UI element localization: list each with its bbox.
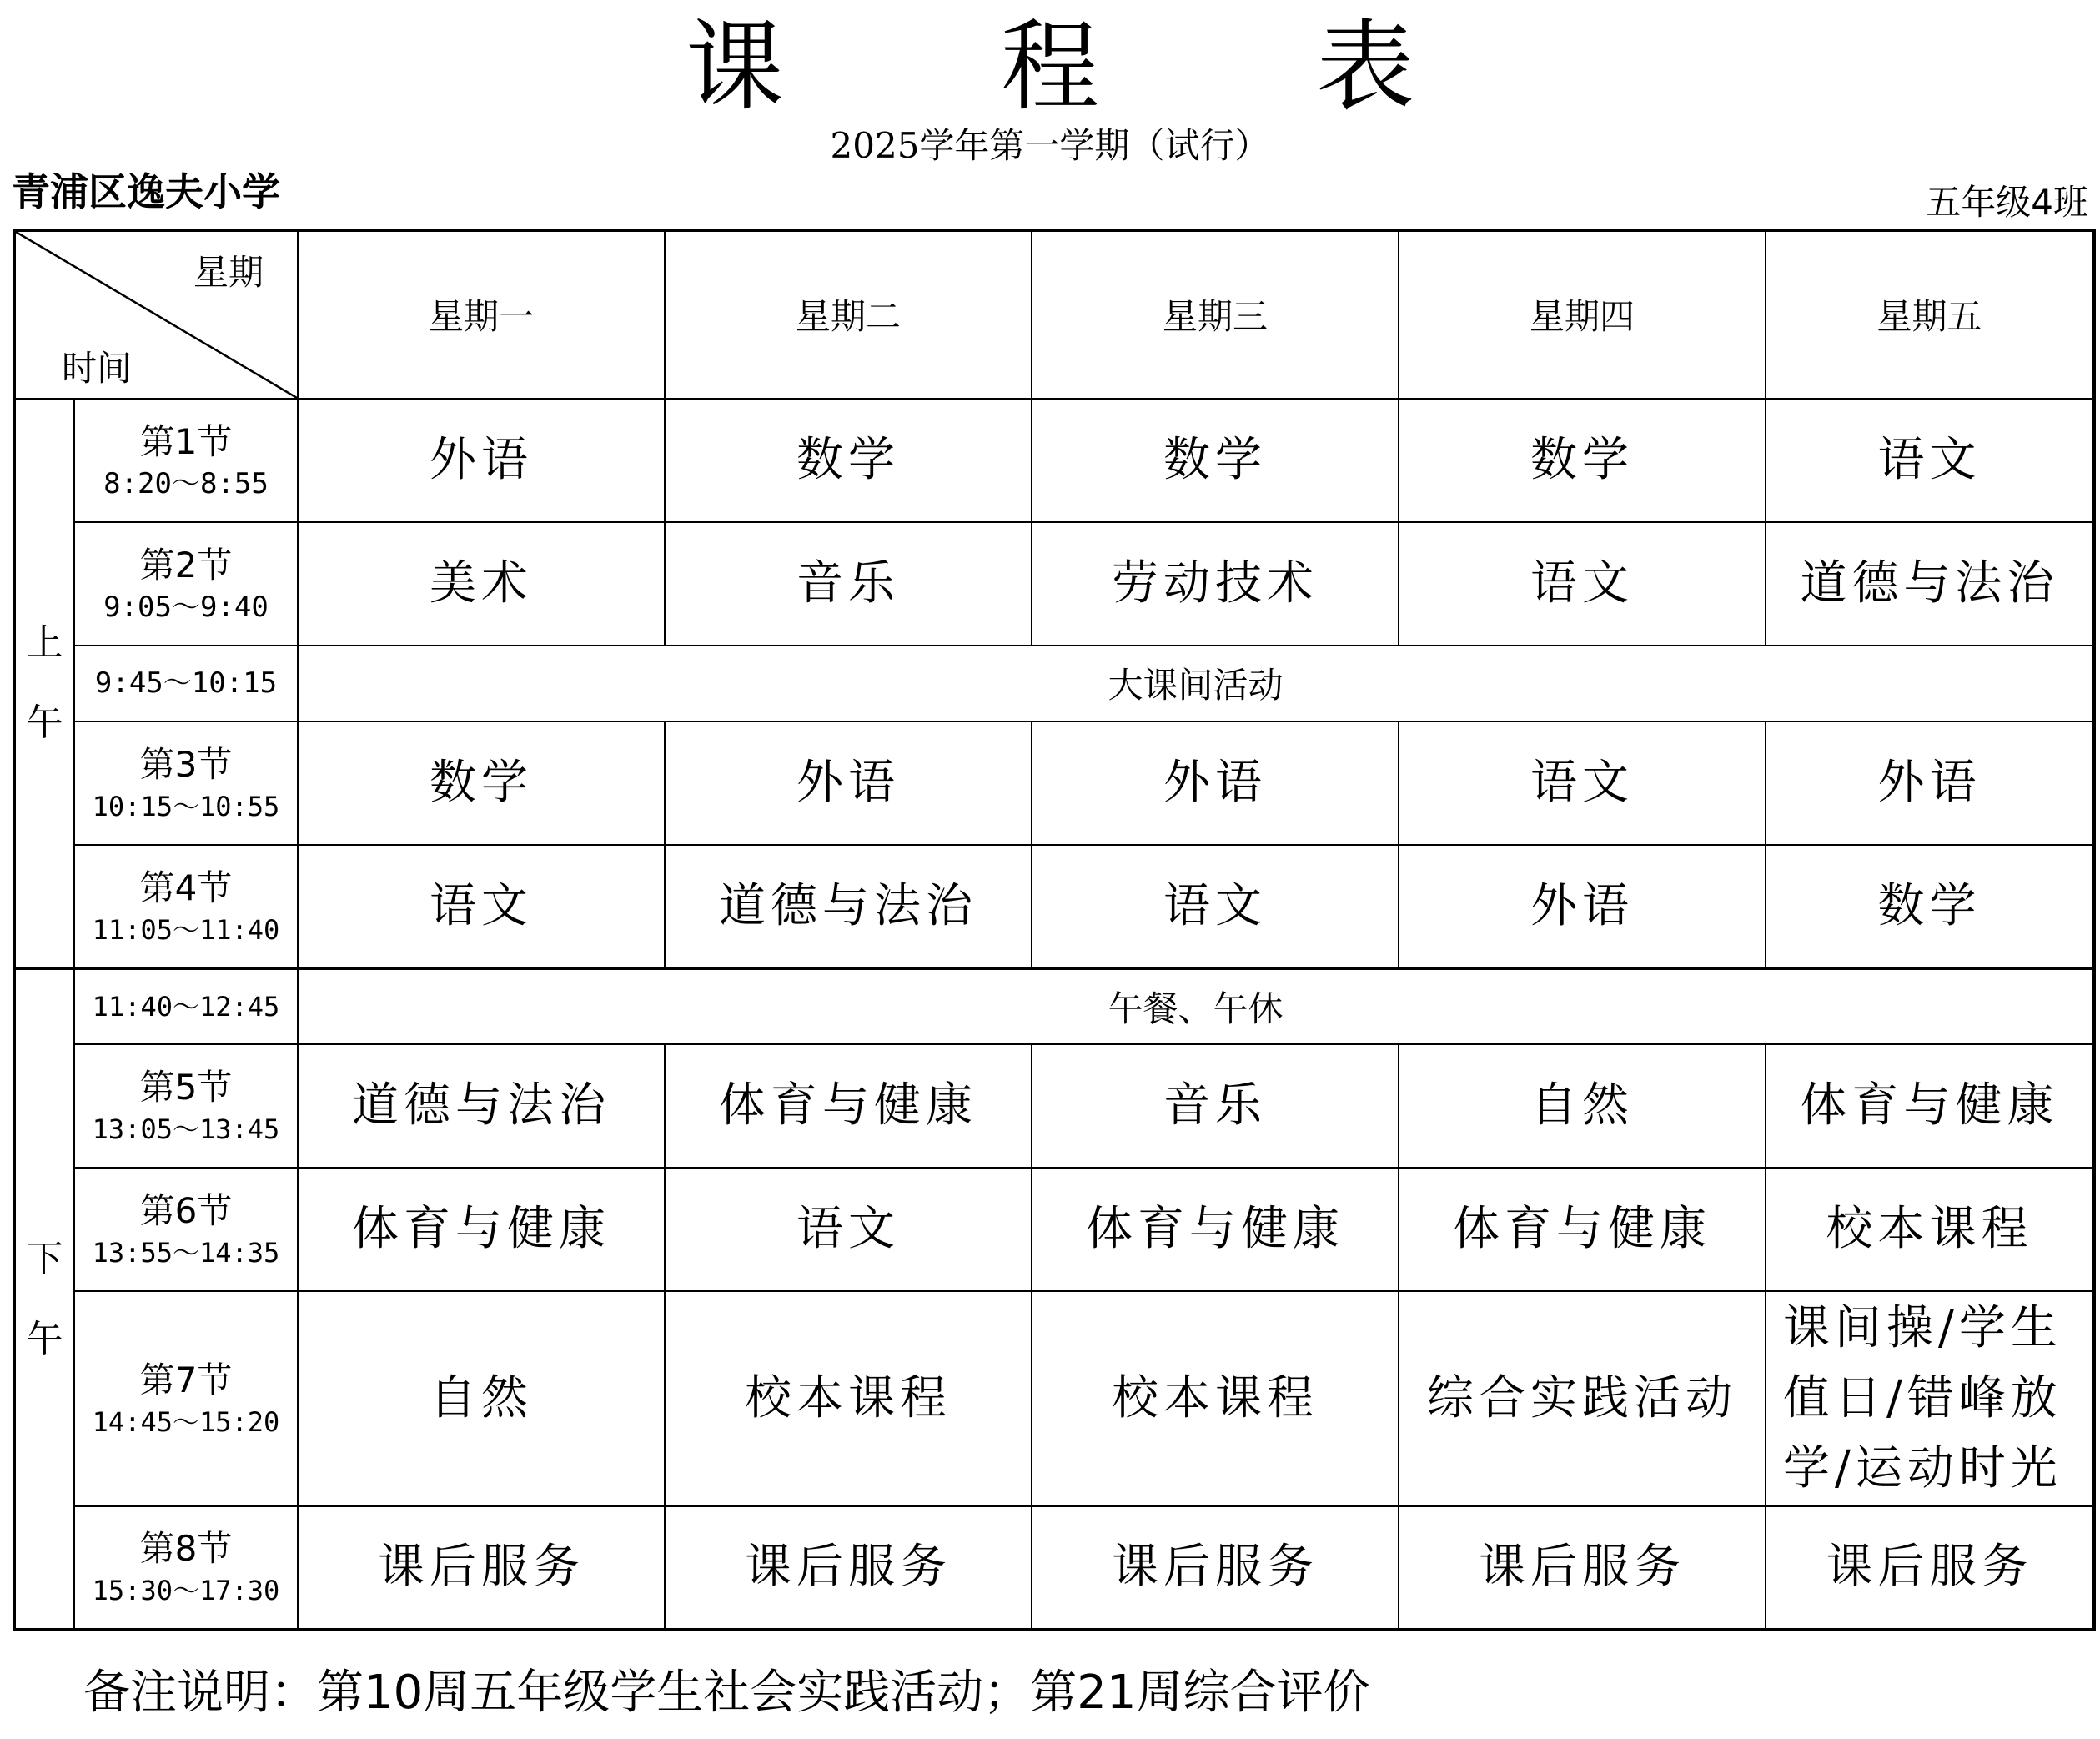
time-cell <box>74 968 298 1044</box>
subject-thu: 数学 <box>1399 399 1766 522</box>
period-time: 13:55～14:35 <box>92 1237 280 1269</box>
subject-thu: 自然 <box>1399 1044 1766 1168</box>
break-row <box>14 968 2094 1044</box>
subject-tue: 课后服务 <box>665 1506 1032 1630</box>
subject-mon: 体育与健康 <box>298 1168 665 1291</box>
period-time: 8:20～8:55 <box>103 466 269 500</box>
subject-fri: 体育与健康 <box>1766 1044 2094 1168</box>
subject-wed: 劳动技术 <box>1032 522 1399 646</box>
period-name: 第6节 <box>139 1190 233 1232</box>
period-name: 第8节 <box>139 1528 233 1570</box>
header-row <box>14 230 2094 399</box>
period-name: 第3节 <box>139 744 233 786</box>
period-row <box>14 1168 2094 1291</box>
period-name: 第7节 <box>139 1360 233 1401</box>
day-header-thu: 星期四 <box>1399 230 1766 399</box>
subject-fri: 外语 <box>1766 721 2094 845</box>
subject-thu: 体育与健康 <box>1399 1168 1766 1291</box>
afternoon-label <box>14 968 74 1630</box>
corner-cell <box>14 230 298 399</box>
subject-wed: 体育与健康 <box>1032 1168 1399 1291</box>
subject-thu: 课后服务 <box>1399 1506 1766 1630</box>
subject-mon: 自然 <box>298 1291 665 1506</box>
day-header-fri: 星期五 <box>1766 230 2094 399</box>
subject-tue: 外语 <box>665 721 1032 845</box>
day-header-tue: 星期二 <box>665 230 1032 399</box>
title-char-1: 课 <box>685 9 784 124</box>
period-row <box>14 1044 2094 1168</box>
break-activity: 大课间活动 <box>298 646 2094 721</box>
period-time: 14:45～15:20 <box>92 1406 280 1439</box>
afternoon-label-char: 午 <box>26 1317 63 1360</box>
subject-thu: 综合实践活动 <box>1399 1291 1766 1506</box>
subject-fri: 语文 <box>1766 399 2094 522</box>
period-name: 第2节 <box>139 544 233 586</box>
title-char-2: 程 <box>1000 9 1099 124</box>
subject-mon: 语文 <box>298 845 665 968</box>
period-time: 11:05～11:40 <box>92 913 280 946</box>
subject-wed: 校本课程 <box>1032 1291 1399 1506</box>
period-row <box>14 522 2094 646</box>
subject-wed: 外语 <box>1032 721 1399 845</box>
subject-mon: 数学 <box>298 721 665 845</box>
period-row <box>14 845 2094 968</box>
period-time: 10:15～10:55 <box>92 791 280 823</box>
subject-tue: 校本课程 <box>665 1291 1032 1506</box>
time-cell <box>74 845 298 968</box>
period-row <box>14 399 2094 522</box>
afternoon-label-char: 下 <box>26 1237 63 1280</box>
title-char-3: 表 <box>1316 9 1415 124</box>
subject-mon: 美术 <box>298 522 665 646</box>
subject-fri: 课间操/学生值日/错峰放学/运动时光 <box>1766 1291 2094 1506</box>
time-cell <box>74 522 298 646</box>
corner-time-label: 时间 <box>62 347 133 389</box>
class-name: 五年级4班 <box>1926 182 2088 223</box>
time-cell <box>74 399 298 522</box>
subject-mon: 道德与法治 <box>298 1044 665 1168</box>
period-time: 9:45～10:15 <box>94 666 278 701</box>
subject-wed: 音乐 <box>1032 1044 1399 1168</box>
day-header-wed: 星期三 <box>1032 230 1399 399</box>
day-header-mon: 星期一 <box>298 230 665 399</box>
period-time: 11:40～12:45 <box>92 991 280 1023</box>
period-row <box>14 1291 2094 1506</box>
subject-fri: 课后服务 <box>1766 1506 2094 1630</box>
time-cell <box>74 1168 298 1291</box>
period-time: 13:05～13:45 <box>92 1113 280 1146</box>
semester-subtitle: 2025学年第一学期（试行） <box>830 125 1270 166</box>
remarks-note: 备注说明：第10周五年级学生社会实践活动；第21周综合评价 <box>83 1666 1370 1720</box>
time-cell <box>74 1506 298 1630</box>
corner-weekday-label: 星期 <box>193 252 264 293</box>
time-cell <box>74 721 298 845</box>
period-row <box>14 721 2094 845</box>
subject-tue: 体育与健康 <box>665 1044 1032 1168</box>
period-time: 9:05～9:40 <box>103 590 269 624</box>
subject-mon: 外语 <box>298 399 665 522</box>
subject-tue: 音乐 <box>665 522 1032 646</box>
period-name: 第5节 <box>139 1067 233 1108</box>
subject-tue: 语文 <box>665 1168 1032 1291</box>
subject-fri: 校本课程 <box>1766 1168 2094 1291</box>
period-name: 第1节 <box>139 420 233 462</box>
break-row <box>14 646 2094 721</box>
subject-wed: 课后服务 <box>1032 1506 1399 1630</box>
subject-fri: 道德与法治 <box>1766 522 2094 646</box>
time-cell <box>74 1044 298 1168</box>
subject-wed: 语文 <box>1032 845 1399 968</box>
school-name: 青浦区逸夫小学 <box>12 169 280 214</box>
break-activity: 午餐、午休 <box>298 968 2094 1044</box>
subject-thu: 语文 <box>1399 522 1766 646</box>
timetable <box>13 229 2096 1631</box>
time-cell <box>74 646 298 721</box>
time-cell <box>74 1291 298 1506</box>
period-name: 第4节 <box>139 867 233 908</box>
morning-label <box>14 399 74 968</box>
subject-fri: 数学 <box>1766 845 2094 968</box>
morning-label-char: 上 <box>26 621 63 664</box>
period-row <box>14 1506 2094 1630</box>
subject-wed: 数学 <box>1032 399 1399 522</box>
subject-thu: 语文 <box>1399 721 1766 845</box>
subject-tue: 数学 <box>665 399 1032 522</box>
subject-mon: 课后服务 <box>298 1506 665 1630</box>
subject-thu: 外语 <box>1399 845 1766 968</box>
morning-label-char: 午 <box>26 701 63 744</box>
subject-tue: 道德与法治 <box>665 845 1032 968</box>
period-time: 15:30～17:30 <box>92 1575 280 1607</box>
page-title <box>0 0 2100 124</box>
